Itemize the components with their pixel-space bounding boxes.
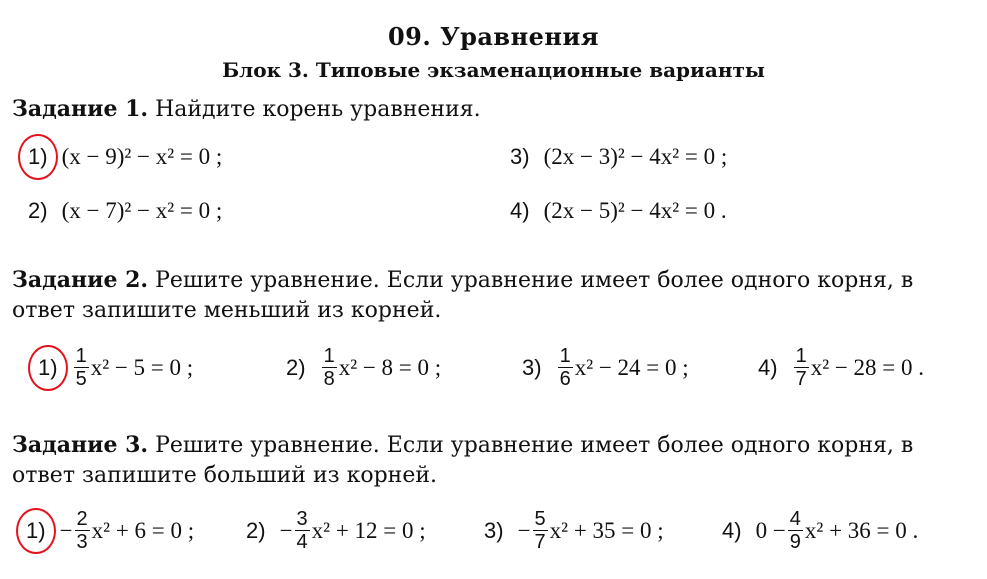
task-1-option-3 bbox=[510, 144, 727, 170]
task-2-label: Задание 2. bbox=[12, 267, 149, 293]
option-number: 2) bbox=[286, 354, 306, 380]
fraction: $\frac{1}{6}$ bbox=[559, 345, 571, 390]
option-number: 2) bbox=[28, 198, 48, 223]
task-3-text: Решите уравнение. Если уравнение имеет более одного корня, в ответ запишите больший из корней. bbox=[12, 433, 914, 488]
task-2-option-3 bbox=[522, 345, 689, 390]
red-circle-mark bbox=[16, 508, 56, 554]
fraction: $\frac{1}{8}$ bbox=[323, 345, 335, 390]
equation-prefix: − bbox=[517, 517, 531, 543]
equation: x² + 36 = 0 . bbox=[804, 517, 919, 543]
task-2-statement bbox=[12, 265, 967, 326]
option-number: 3) bbox=[484, 517, 504, 543]
equation: x² + 35 = 0 ; bbox=[549, 517, 664, 543]
option-number: 4) bbox=[510, 198, 530, 223]
fraction: $\frac{5}{7}$ bbox=[534, 508, 546, 553]
equation: x² − 5 = 0 ; bbox=[90, 354, 194, 380]
option-number: 3) bbox=[510, 144, 530, 169]
fraction: $\frac{1}{5}$ bbox=[75, 345, 87, 390]
equation-prefix: 0 − bbox=[755, 517, 786, 543]
equation-prefix: − bbox=[59, 517, 73, 543]
task-1-option-2 bbox=[28, 198, 222, 224]
page-title: 09. Уравнения bbox=[387, 22, 600, 51]
option-number: 3) bbox=[522, 354, 542, 380]
task-3-option-1 bbox=[26, 508, 194, 553]
equation-prefix: − bbox=[279, 517, 293, 543]
equation: x² − 8 = 0 ; bbox=[338, 354, 442, 380]
task-3-option-2 bbox=[246, 508, 426, 553]
task-2-option-2 bbox=[286, 345, 441, 390]
task-3-option-3 bbox=[484, 508, 664, 553]
task-1-text: Найдите корень уравнения. bbox=[155, 97, 481, 122]
equation: (2x − 5)² − 4x² = 0 . bbox=[543, 198, 727, 223]
task-3-statement bbox=[12, 430, 967, 491]
equation: (2x − 3)² − 4x² = 0 ; bbox=[543, 144, 728, 169]
task-2-text: Решите уравнение. Если уравнение имеет более одного корня, в ответ запишите меньший из корней. bbox=[12, 268, 914, 323]
equation: x² − 28 = 0 . bbox=[810, 354, 925, 380]
task-2-option-1 bbox=[38, 345, 193, 390]
option-number: 4) bbox=[758, 354, 778, 380]
option-number: 4) bbox=[722, 517, 742, 543]
red-circle-mark bbox=[28, 345, 68, 391]
task-2-option-4 bbox=[758, 345, 924, 390]
fraction: $\frac{4}{9}$ bbox=[789, 508, 801, 553]
equation: x² + 6 = 0 ; bbox=[91, 517, 195, 543]
equation: (x − 7)² − x² = 0 ; bbox=[61, 198, 223, 223]
red-circle-mark bbox=[18, 134, 58, 180]
option-number: 1) bbox=[26, 518, 46, 544]
equation: x² + 12 = 0 ; bbox=[311, 517, 426, 543]
task-3-option-4 bbox=[722, 508, 918, 553]
page-subtitle: Блок 3. Типовые экзаменационные варианты bbox=[222, 58, 765, 82]
task-1-statement bbox=[12, 94, 967, 125]
task-1-label: Задание 1. bbox=[12, 96, 149, 122]
equation: (x − 9)² − x² = 0 ; bbox=[61, 144, 223, 169]
fraction: $\frac{3}{4}$ bbox=[296, 508, 308, 553]
task-1-option-4 bbox=[510, 198, 727, 224]
task-3-label: Задание 3. bbox=[12, 432, 149, 458]
fraction: $\frac{1}{7}$ bbox=[795, 345, 807, 390]
equation: x² − 24 = 0 ; bbox=[574, 354, 689, 380]
task-1-option-1 bbox=[28, 144, 222, 170]
option-number: 1) bbox=[28, 144, 48, 170]
option-number: 1) bbox=[38, 355, 58, 381]
fraction: $\frac{2}{3}$ bbox=[76, 508, 88, 553]
option-number: 2) bbox=[246, 517, 266, 543]
